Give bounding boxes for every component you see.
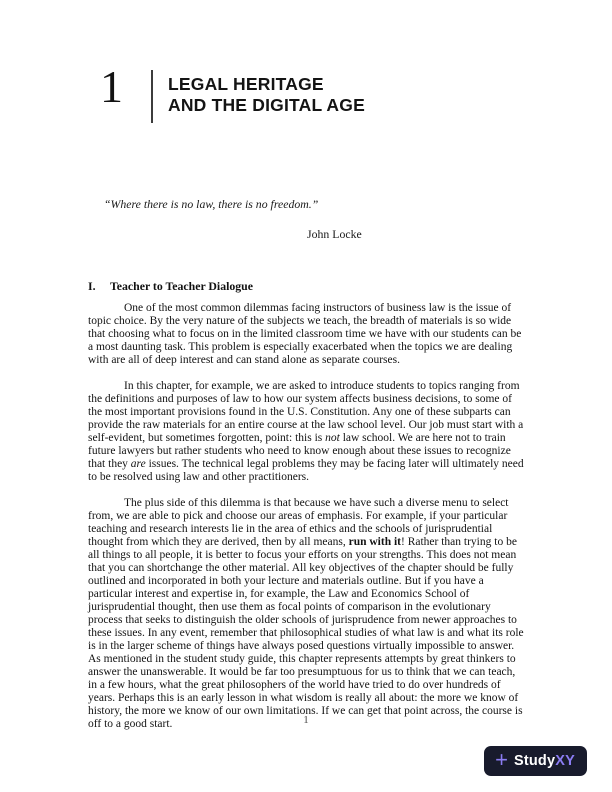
paragraph-segment: One of the most common dilemmas facing instructors of business law is the issue of topic choice. By the very nature of the subjects we teach, the breadth of materials is so wide that choosing what to focus on in the limited classroom time we have with our students can be a most daunting task. This problem is especially exacerbated when the topics we are dealing with are all of deep interest and can stand alone as separate courses.	[88, 302, 522, 366]
page-number: 1	[303, 714, 309, 726]
body-paragraph	[88, 380, 525, 484]
chapter-divider	[151, 70, 153, 123]
section-numeral: I.	[88, 279, 96, 293]
paragraph-segment: run with it	[348, 536, 401, 548]
brand-name-primary: Study	[513, 752, 556, 769]
epigraph-quote: “Where there is no law, there is no freedom.”	[104, 197, 319, 211]
plus-icon: +	[495, 747, 508, 772]
brand-name	[514, 754, 575, 769]
body-paragraph	[88, 497, 525, 731]
chapter-title-line2: AND THE DIGITAL AGE	[168, 94, 365, 115]
quote-attribution: John Locke	[307, 227, 362, 241]
paragraph-segment: not	[325, 432, 340, 444]
body-paragraph	[88, 302, 525, 367]
chapter-number: 1	[100, 61, 123, 112]
studyxy-badge	[484, 746, 587, 776]
brand-name-accent: XY	[555, 752, 575, 769]
paragraph-segment: law school. We are here not to train future lawyers but rather students who need to know enough about these issues to recognize that they	[88, 432, 511, 470]
body-text	[88, 302, 525, 744]
chapter-header	[100, 61, 365, 123]
paragraph-segment: In this chapter, for example, we are asked to introduce students to topics ranging from the definitions and purposes of law to how our system affects business decisions, to some of the most important provisions found in the U.S. Constitution. Any one of these subparts can provide the raw materials for an entire course at the law school level. Our job must start with a self-evident, but sometimes forgotten, point: this is	[88, 380, 524, 444]
paragraph-segment: are	[130, 458, 146, 470]
paragraph-segment: issues. The technical legal problems they may be facing later will ultimately need to be resolved using law and other practitioners.	[88, 458, 524, 483]
paragraph-segment: ! Rather than trying to be all things to all people, it is better to focus your efforts on your strengths. This does not mean that you can shortchange the other material. All key objectives of the chapter should be fully outlined and incorporated in both your lecture and materials outline. But if you have a particular interest and expertise in, for example, the Law and Economics School of jurisprudential thought, then use them as focal points of comparison in the evolutionary process that seeks to distinguish the older schools of jurisprudence from newer approaches to these issues. In any event, remember that philosophical studies of what law is and what its role is in the larger scheme of things have always posed questions virtually impossible to answer. As mentioned in the student study guide, this chapter represents attempts by great thinkers to answer the unanswerable. It would be far too presumptuous for us to think that we can teach, in a few hours, what the great philosophers of the world have tried to do over hundreds of years. Perhaps this is an early lesson in what wisdom is really all about: the more we know of history, the more we know of our own limitations. If we can get that point across, the course is off to a good start.	[88, 536, 524, 730]
chapter-title	[168, 67, 365, 115]
section-heading	[88, 279, 253, 294]
paragraph-segment: The plus side of this dilemma is that because we have such a diverse menu to select from, we are able to pick and choose our areas of emphasis. For example, if your particular teaching and research interests lie in the area of ethics and the schools of jurisprudential thought from which they are derived, then by all means,	[88, 497, 509, 548]
section-title: Teacher to Teacher Dialogue	[110, 279, 253, 293]
chapter-title-line1: LEGAL HERITAGE	[168, 74, 324, 94]
